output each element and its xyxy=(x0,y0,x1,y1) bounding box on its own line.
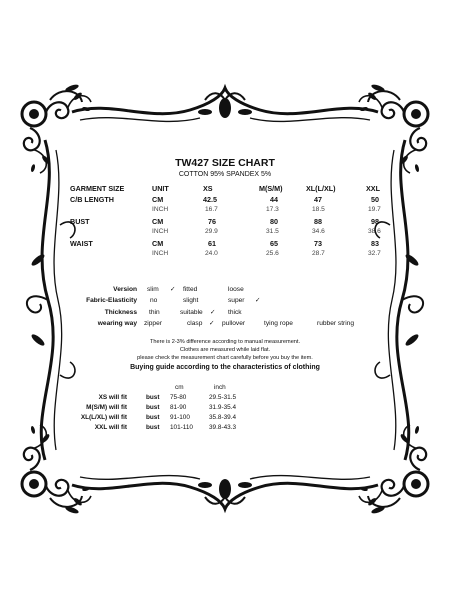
unit-cm: CM xyxy=(152,195,164,204)
attr-option: loose xyxy=(228,286,244,293)
frame-bottom xyxy=(72,476,378,509)
guide-row-label: XS will fit xyxy=(98,394,127,401)
row-label-cb-length: C/B LENGTH xyxy=(70,195,114,204)
cell-cm: 47 xyxy=(314,195,322,204)
cell-cm: 88 xyxy=(314,217,322,226)
guide-row-part: bust xyxy=(146,394,160,401)
cell-cm: 80 xyxy=(270,217,278,226)
cell-inch: 25.6 xyxy=(266,250,279,257)
guide-row-inch: 35.8-39.4 xyxy=(209,414,237,421)
row-label-bust: BUST xyxy=(70,217,90,226)
guide-row-cm: 101-110 xyxy=(170,424,193,431)
cell-cm: 65 xyxy=(270,239,278,248)
cell-inch: 19.7 xyxy=(368,206,381,213)
attr-option: no xyxy=(150,297,158,304)
buying-guide-title: Buying guide according to the characteristics of clothing xyxy=(130,364,320,371)
guide-row-inch: 29.5-31.5 xyxy=(209,394,237,401)
attr-option: slight xyxy=(183,297,199,304)
note-line: please check the measurement chart carefully before you buy the item. xyxy=(137,355,313,361)
guide-row-part: bust xyxy=(146,404,160,411)
attr-option: super xyxy=(228,297,245,304)
cell-inch: 16.7 xyxy=(205,206,218,213)
attr-option: suitable xyxy=(180,309,203,316)
attr-option: thick xyxy=(228,309,242,316)
guide-row-cm: 75-80 xyxy=(170,394,187,401)
corner-bottom-right xyxy=(357,423,429,515)
unit-inch: INCH xyxy=(152,206,169,213)
cell-inch: 18.5 xyxy=(312,206,325,213)
chart-title: TW427 SIZE CHART xyxy=(175,157,275,169)
cell-cm: 44 xyxy=(270,195,278,204)
guide-row-cm: 91-100 xyxy=(170,414,190,421)
header-unit: UNIT xyxy=(152,184,169,193)
fabric-composition: COTTON 95% SPANDEX 5% xyxy=(178,171,272,178)
attr-option: clasp xyxy=(187,320,203,327)
guide-row-label: XL(L/XL) will fit xyxy=(80,414,127,421)
header-garment-size: GARMENT SIZE xyxy=(70,184,125,193)
guide-row-label: M(S/M) will fit xyxy=(86,404,127,411)
unit-cm: CM xyxy=(152,239,164,248)
cell-inch: 17.3 xyxy=(266,206,279,213)
cell-cm: 98 xyxy=(371,217,379,226)
cell-inch: 31.5 xyxy=(266,228,279,235)
attr-option: rubber string xyxy=(317,320,355,327)
cell-cm: 50 xyxy=(371,195,379,204)
unit-inch: INCH xyxy=(152,228,169,235)
guide-row-part: bust xyxy=(146,414,160,421)
attr-option: zipper xyxy=(144,320,162,327)
cell-inch: 28.7 xyxy=(312,250,325,257)
guide-row-cm: 81-90 xyxy=(170,404,187,411)
guide-header-cm: cm xyxy=(175,384,184,391)
corner-bottom-left xyxy=(21,423,93,515)
attr-version-label: Version xyxy=(113,286,137,293)
cell-cm: 83 xyxy=(371,239,379,248)
attr-thickness-label: Thickness xyxy=(104,309,137,316)
header-size-xs: XS xyxy=(203,184,213,193)
guide-header-inch: inch xyxy=(214,384,226,391)
header-size-xl: XL(L/XL) xyxy=(306,184,336,193)
cell-cm: 76 xyxy=(208,217,216,226)
guide-row-part: bust xyxy=(146,424,160,431)
attr-option: tying rope xyxy=(264,320,293,327)
check-icon: ✓ xyxy=(210,309,216,316)
attr-option: slim xyxy=(147,286,159,293)
attr-elasticity-label: Fabric-Elasticity xyxy=(86,297,137,304)
check-icon: ✓ xyxy=(209,320,215,327)
frame-top xyxy=(72,88,378,121)
note-line: There is 2-3% difference according to manual measurement. xyxy=(149,339,301,345)
cell-cm: 73 xyxy=(314,239,322,248)
cell-inch: 29.9 xyxy=(205,228,218,235)
cell-inch: 34.6 xyxy=(312,228,325,235)
guide-row-inch: 39.8-43.3 xyxy=(209,424,237,431)
note-line: Clothes are measured while laid flat. xyxy=(179,347,271,353)
frame-left xyxy=(27,140,75,460)
cell-cm: 61 xyxy=(208,239,216,248)
header-size-m: M(S/M) xyxy=(259,184,283,193)
cell-inch: 24.0 xyxy=(205,250,218,257)
row-label-waist: WAIST xyxy=(70,239,93,248)
cell-cm: 42.5 xyxy=(203,195,217,204)
cell-inch: 38.6 xyxy=(368,228,381,235)
unit-cm: CM xyxy=(152,217,164,226)
attr-option: pullover xyxy=(222,320,246,327)
attr-wearing-label: wearing way xyxy=(97,320,137,327)
unit-inch: INCH xyxy=(152,250,169,257)
attr-option: fitted xyxy=(183,286,198,293)
check-icon: ✓ xyxy=(170,286,176,293)
guide-row-inch: 31.9-35.4 xyxy=(209,404,237,411)
guide-row-label: XXL will fit xyxy=(94,424,127,431)
attr-option: thin xyxy=(149,309,160,316)
frame-right xyxy=(375,140,423,460)
check-icon: ✓ xyxy=(255,297,261,304)
header-size-xxl: XXL xyxy=(366,184,380,193)
cell-inch: 32.7 xyxy=(368,250,381,257)
